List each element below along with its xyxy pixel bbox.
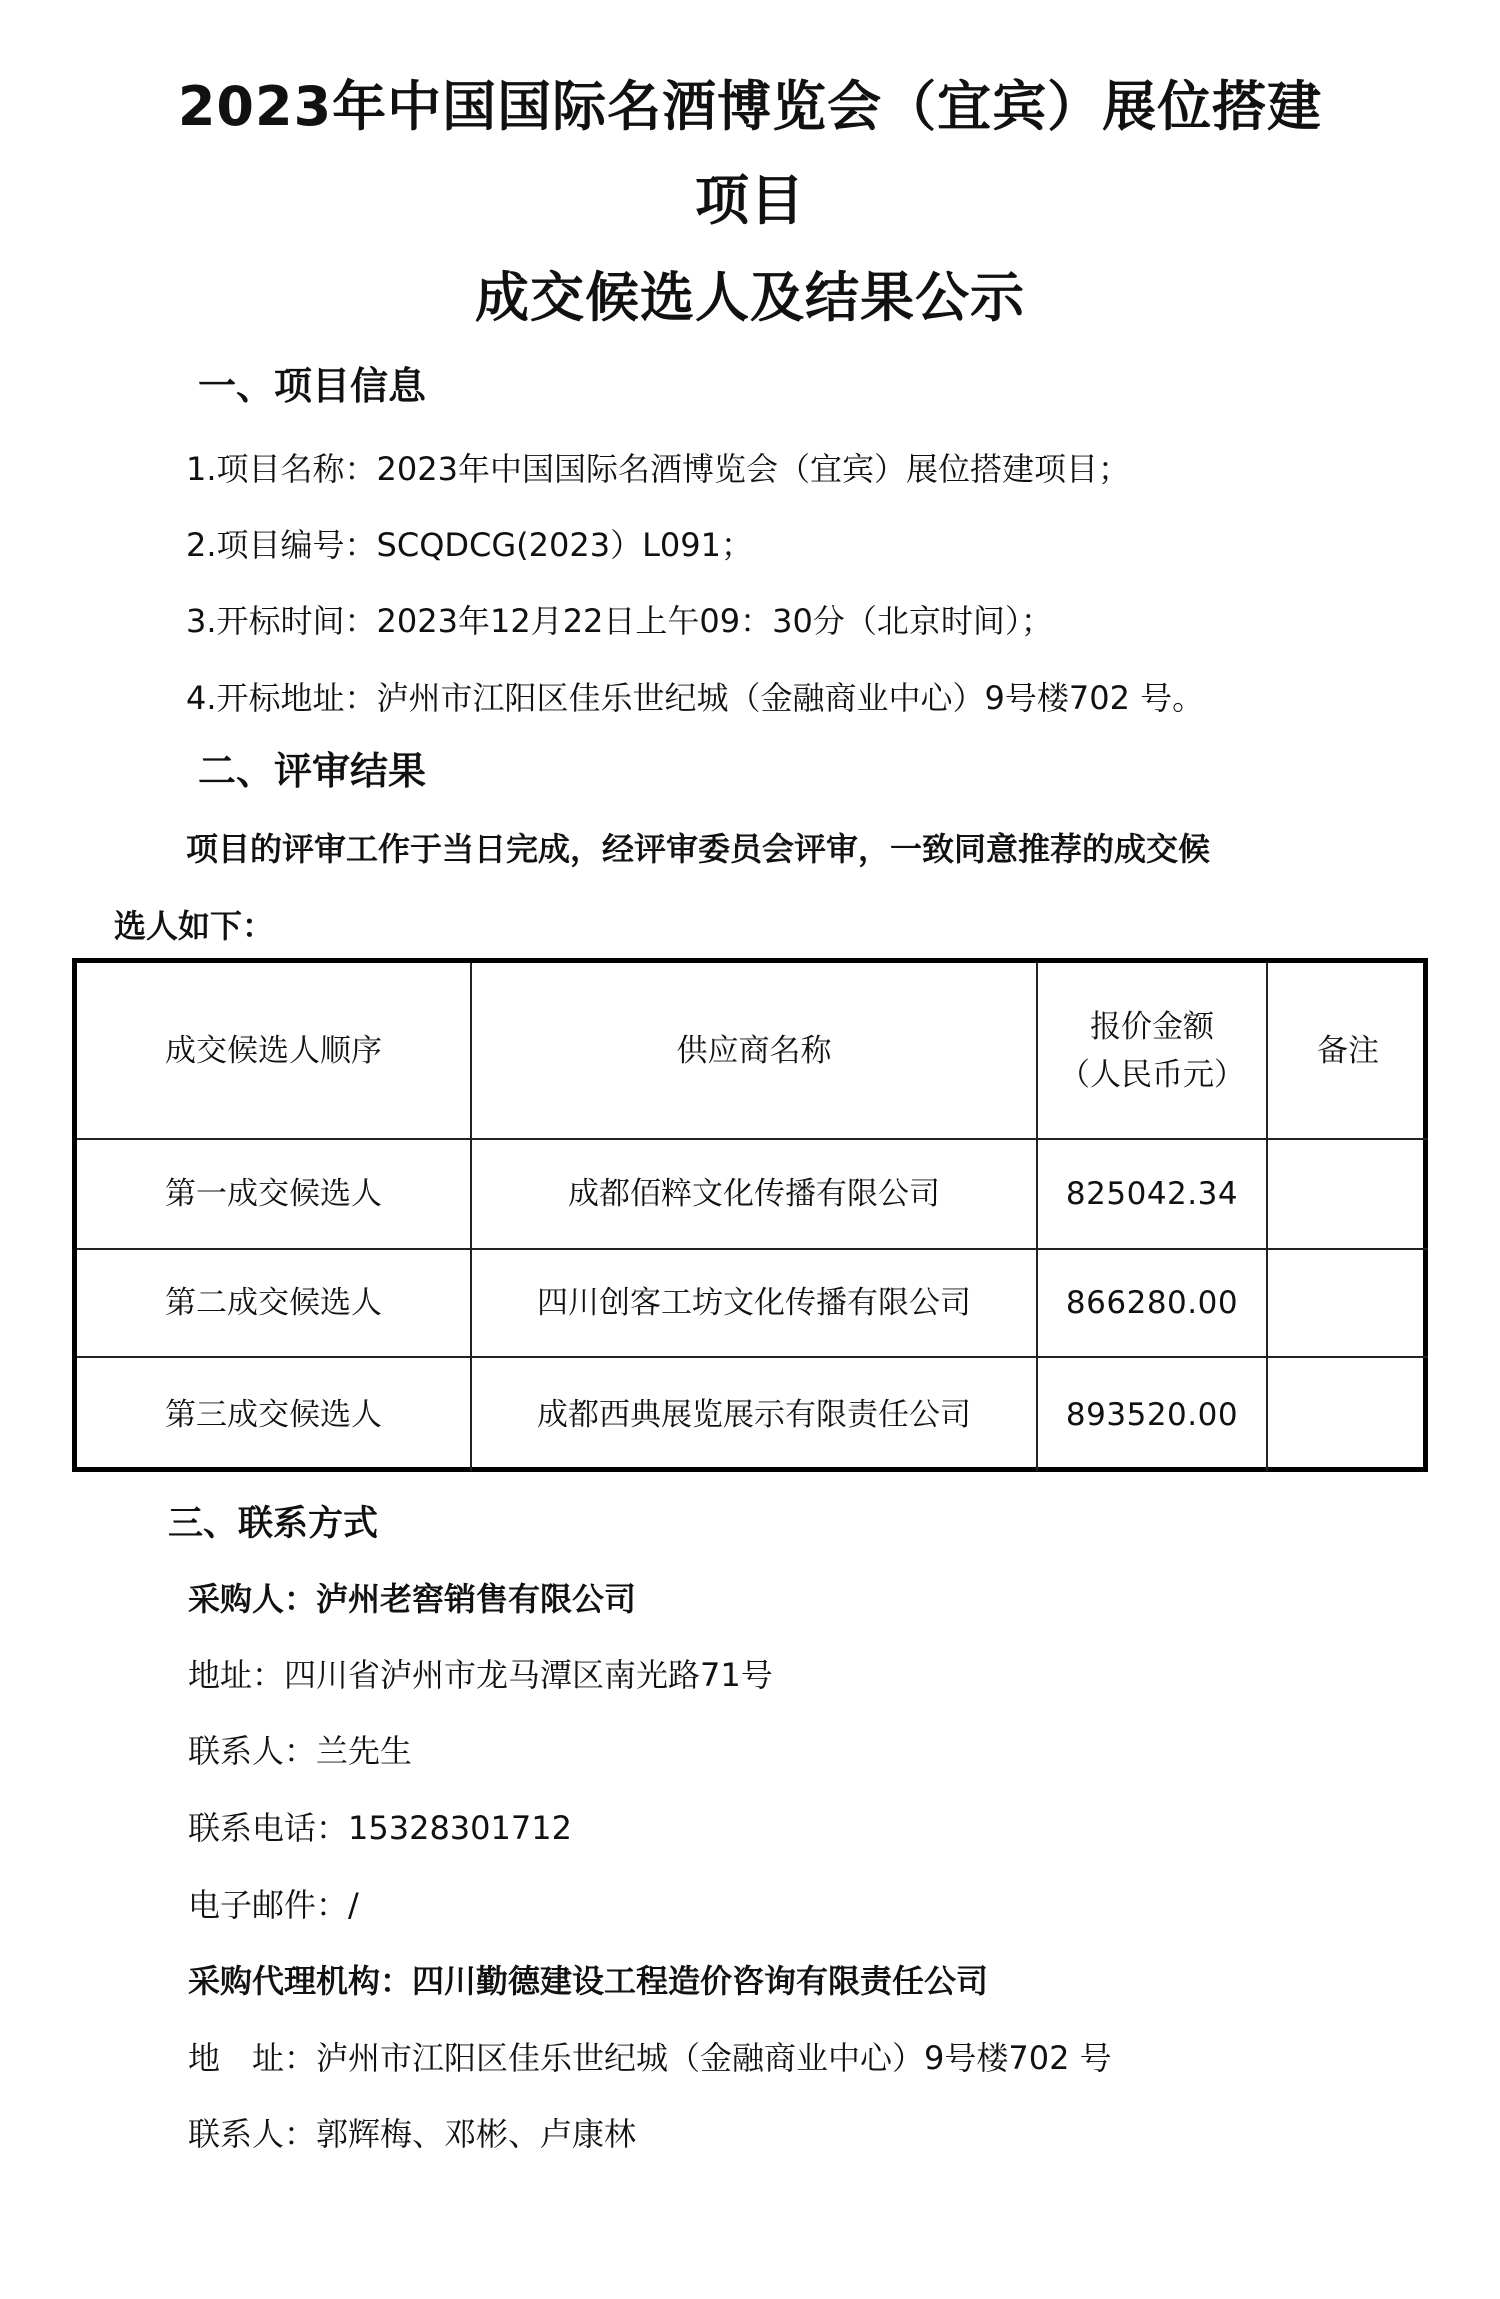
agency-address: 地 址：泸州市江阳区佳乐世纪城（金融商业中心）9号楼702 号 xyxy=(188,2039,1112,2077)
cell-rank: 第二成交候选人 xyxy=(77,1249,471,1357)
header-rank: 成交候选人顺序 xyxy=(77,963,471,1139)
header-note: 备注 xyxy=(1267,963,1428,1139)
agency-contact: 联系人：郭辉梅、邓彬、卢康林 xyxy=(188,2115,637,2153)
purchaser-email: 电子邮件：/ xyxy=(188,1886,359,1924)
purchaser-contact: 联系人：兰先生 xyxy=(188,1732,413,1770)
cell-note xyxy=(1267,1357,1428,1471)
section-2-heading: 二、评审结果 xyxy=(198,749,427,793)
agency-name: 采购代理机构：四川勤德建设工程造价咨询有限责任公司 xyxy=(188,1962,989,2000)
cell-supplier: 四川创客工坊文化传播有限公司 xyxy=(471,1249,1037,1357)
document-title-line-2: 项目 xyxy=(695,169,805,232)
review-paragraph-line-1: 项目的评审工作于当日完成，经评审委员会评审，一致同意推荐的成交候 xyxy=(186,830,1211,868)
review-paragraph-line-2: 选人如下： xyxy=(114,907,275,945)
cell-rank: 第三成交候选人 xyxy=(77,1357,471,1471)
cell-supplier: 成都佰粹文化传播有限公司 xyxy=(471,1139,1037,1249)
cell-note xyxy=(1267,1249,1428,1357)
header-amount-label: 报价金额 xyxy=(1090,1008,1214,1045)
candidates-table xyxy=(72,958,1428,1472)
purchaser-name: 采购人：泸州老窖销售有限公司 xyxy=(188,1580,637,1618)
table-row xyxy=(77,1357,1428,1471)
purchaser-phone: 联系电话：15328301712 xyxy=(188,1809,572,1847)
cell-supplier: 成都西典展览展示有限责任公司 xyxy=(471,1357,1037,1471)
header-supplier: 供应商名称 xyxy=(471,963,1037,1139)
purchaser-address: 地址：四川省泸州市龙马潭区南光路71号 xyxy=(188,1656,773,1694)
cell-amount: 825042.34 xyxy=(1037,1139,1267,1249)
project-name-item: 1.项目名称：2023年中国国际名酒博览会（宜宾）展位搭建项目； xyxy=(186,450,1130,488)
table-row xyxy=(77,1249,1428,1357)
document-title-line-1: 2023年中国国际名酒博览会（宜宾）展位搭建 xyxy=(177,75,1323,138)
section-1-heading: 一、项目信息 xyxy=(198,364,427,408)
table-header-row xyxy=(77,963,1428,1139)
cell-note xyxy=(1267,1139,1428,1249)
section-3-heading: 三、联系方式 xyxy=(168,1504,379,1544)
cell-amount: 893520.00 xyxy=(1037,1357,1267,1471)
document-title-line-3: 成交候选人及结果公示 xyxy=(475,266,1025,329)
header-amount xyxy=(1037,963,1267,1139)
cell-rank: 第一成交候选人 xyxy=(77,1139,471,1249)
table-row xyxy=(77,1139,1428,1249)
cell-amount: 866280.00 xyxy=(1037,1249,1267,1357)
project-number-item: 2.项目编号：SCQDCG(2023）L091； xyxy=(186,526,753,564)
bid-opening-time-item: 3.开标时间：2023年12月22日上午09：30分（北京时间）； xyxy=(186,602,1053,640)
header-amount-unit: （人民币元） xyxy=(1059,1056,1245,1093)
bid-opening-location-item: 4.开标地址：泸州市江阳区佳乐世纪城（金融商业中心）9号楼702 号。 xyxy=(186,679,1205,717)
